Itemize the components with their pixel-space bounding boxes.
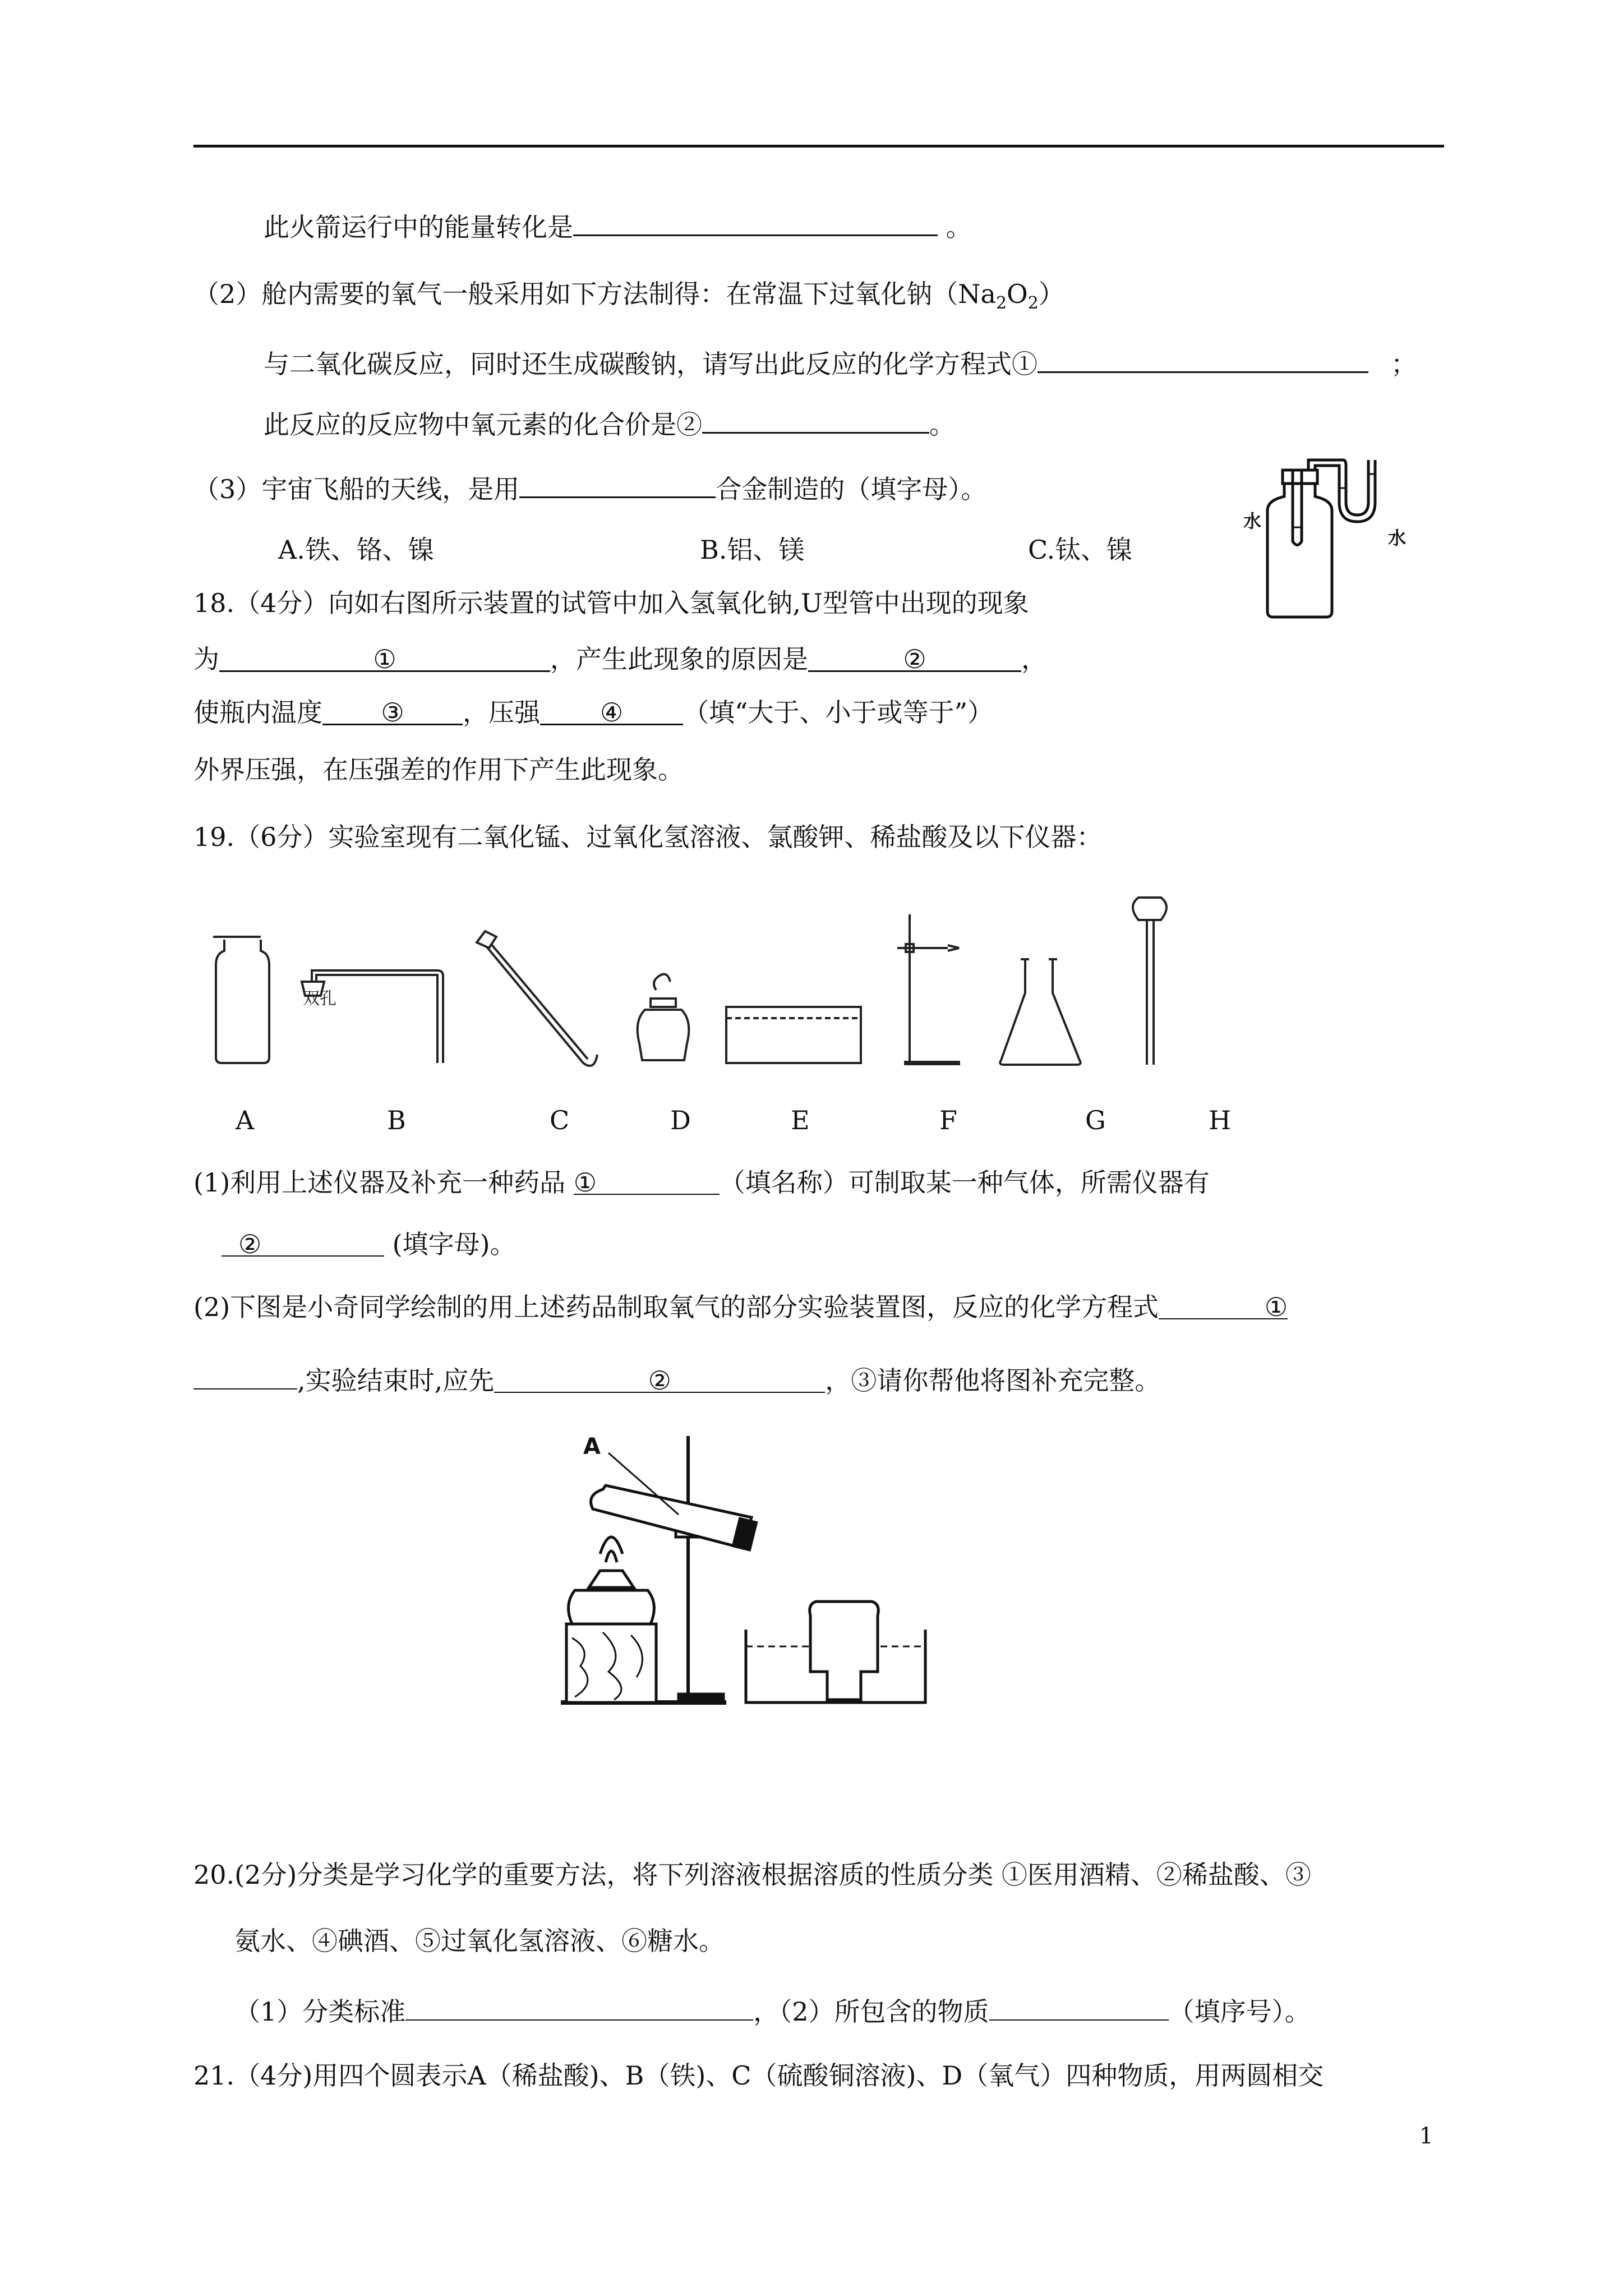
q20-line2: 氨水、④碘酒、⑤过氧化氢溶液、⑥糖水。 bbox=[234, 1926, 725, 1956]
q17-energy-line: 此火箭运行中的能量转化是 。 bbox=[264, 206, 972, 244]
long-neck-funnel-icon bbox=[1133, 898, 1166, 1065]
q17-option-c: C.钛、镍 bbox=[1028, 535, 1133, 565]
q17-part3-line: （3）宇宙飞船的天线，是用 合金制造的（填字母）。 bbox=[193, 468, 986, 506]
q19-end-step-blank[interactable]: ② bbox=[494, 1364, 825, 1393]
q19-part1-line1: (1)利用上述仪器及补充一种药品 ① （填名称）可制取某一种气体，所需仪器有 bbox=[193, 1166, 1210, 1199]
q18-line3: 使瓶内温度 ③ ，压强 ④ （填“大于、小于或等于”） bbox=[193, 696, 993, 729]
q18-line2: 为 ① ，产生此现象的原因是 ② ， bbox=[193, 642, 1047, 676]
q17-part2-line1: （2）舱内需要的氧气一般采用如下方法制得：在常温下过氧化钠$(Na_2O_2)$ bbox=[193, 279, 1064, 314]
delivery-tube-icon bbox=[477, 931, 597, 1066]
q19-instruments-figure bbox=[202, 892, 1211, 1071]
q19-reagent-blank[interactable]: ① bbox=[574, 1166, 720, 1195]
q19-part1-line2: ② (填字母)。 bbox=[222, 1227, 516, 1261]
q19-part2-line2: ,实验结束时,应先 ② ，③请你帮他将图补充完整。 bbox=[193, 1360, 1160, 1397]
q19-line1: 19.（6分）实验室现有二氧化锰、过氧化氢溶液、氯酸钾、稀盐酸及以下仪器： bbox=[193, 822, 1103, 852]
q19-stopper-label: 双孔 bbox=[303, 989, 336, 1009]
gas-bottle-icon bbox=[213, 937, 269, 1063]
q19-label-d: D bbox=[670, 1105, 691, 1135]
q17-energy-blank[interactable] bbox=[573, 206, 938, 236]
q19-figure-label-a: A bbox=[583, 1434, 601, 1460]
q18-blank-3[interactable]: ③ bbox=[322, 696, 463, 725]
q19-label-c: C bbox=[550, 1105, 570, 1135]
q19-label-h: H bbox=[1209, 1105, 1232, 1135]
q17-alloy-blank[interactable] bbox=[519, 468, 716, 498]
q18-blank-4[interactable]: ④ bbox=[540, 696, 683, 725]
q19-label-g: G bbox=[1085, 1105, 1106, 1135]
q21-line1: 21.（4分)用四个圆表示A（稀盐酸)、B（铁)、C（硫酸铜溶液)、D（氧气）四种物质，用两圆相交 bbox=[193, 2060, 1324, 2091]
q19-instrument-blank[interactable]: ② bbox=[222, 1227, 384, 1257]
q17-option-a: A.铁、铬、镍 bbox=[278, 535, 434, 565]
q18-apparatus-figure bbox=[1237, 449, 1438, 623]
q17-valence-blank[interactable] bbox=[702, 404, 929, 434]
q19-label-a: A bbox=[236, 1105, 255, 1135]
water-trough-icon bbox=[726, 1007, 861, 1063]
iron-stand-icon bbox=[897, 914, 960, 1063]
page-number: 1 bbox=[1419, 2123, 1433, 2149]
q19-label-b: B bbox=[387, 1105, 406, 1135]
q17-part2-line3: 此反应的反应物中氧元素的化合价是② 。 bbox=[264, 404, 955, 441]
q18-line1: 18.（4分）向如右图所示装置的试管中加入氢氧化钠,U型管中出现的现象 bbox=[193, 588, 1029, 618]
q20-line1: 20.(2分)分类是学习化学的重要方法，将下列溶液根据溶质的性质分类 ①医用酒精、②稀盐酸、③ bbox=[193, 1860, 1311, 1890]
q18-water-left-label: 水 bbox=[1243, 510, 1262, 532]
q19-label-f: F bbox=[939, 1105, 957, 1135]
q20-line3: （1）分类标准 ，（2）所包含的物质 （填序号）。 bbox=[234, 1991, 1311, 2028]
q17-option-b: B.铝、镁 bbox=[700, 535, 805, 565]
q18-blank-2[interactable]: ② bbox=[808, 642, 1021, 672]
q19-part2-line1: (2)下图是小奇同学绘制的用上述药品制取氧气的部分实验装置图，反应的化学方程式 ① bbox=[193, 1290, 1288, 1324]
q19-equation-blank-start[interactable]: ① bbox=[1159, 1290, 1288, 1319]
q18-line4: 外界压强，在压强差的作用下产生此现象。 bbox=[193, 754, 684, 785]
double-hole-stopper-icon bbox=[302, 970, 443, 1063]
q20-standard-blank[interactable] bbox=[405, 1991, 753, 2021]
q19-equation-blank-end[interactable] bbox=[193, 1360, 297, 1389]
q17-equation-blank[interactable] bbox=[1038, 343, 1368, 373]
alcohol-lamp-icon bbox=[638, 974, 689, 1060]
q17-part2-line2: 与二氧化碳反应，同时还生成碳酸钠，请写出此反应的化学方程式① ； bbox=[264, 343, 1417, 381]
q19-label-e: E bbox=[791, 1105, 810, 1135]
conical-flask-icon bbox=[1000, 959, 1080, 1065]
header-rule bbox=[193, 145, 1444, 148]
q20-members-blank[interactable] bbox=[989, 1991, 1169, 2021]
q19-oxygen-apparatus-figure bbox=[558, 1419, 951, 1711]
q18-water-right-label: 水 bbox=[1388, 527, 1407, 549]
q18-blank-1[interactable]: ① bbox=[219, 642, 550, 672]
